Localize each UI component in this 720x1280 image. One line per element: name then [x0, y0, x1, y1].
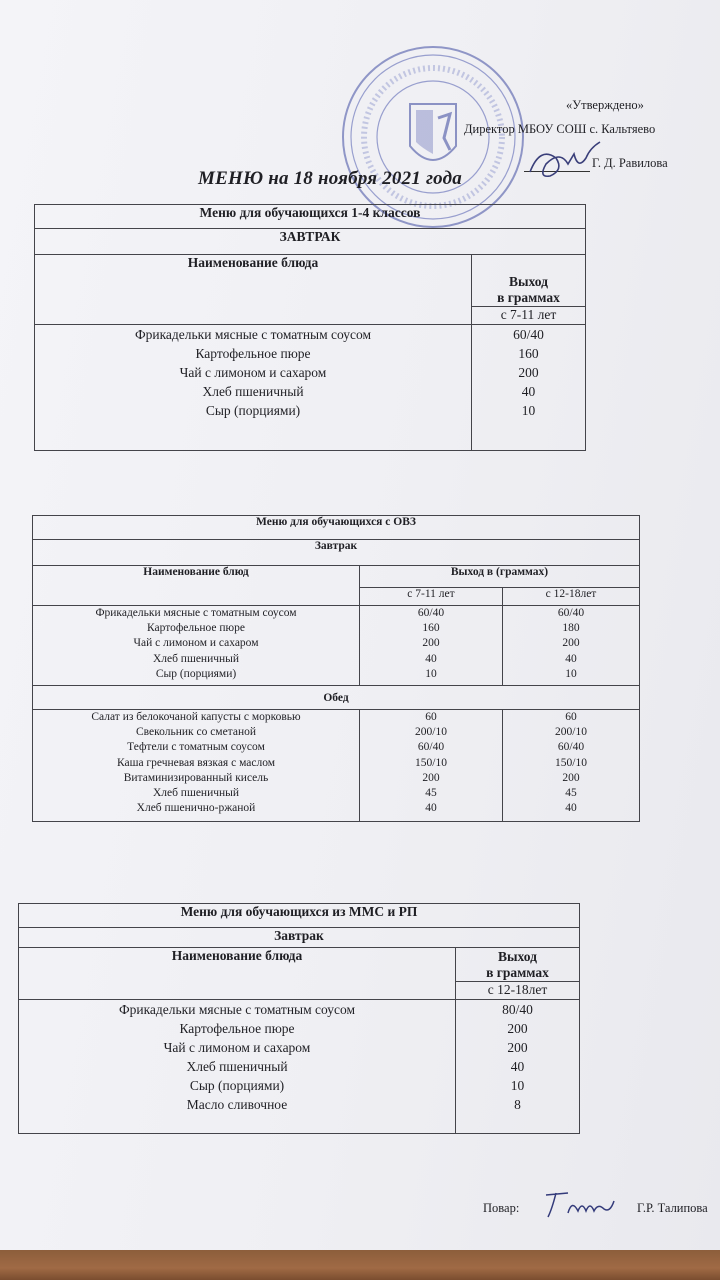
menu-table-grades-1-4	[34, 204, 586, 451]
list-item: 200	[518, 365, 539, 380]
list-item: 200/10	[555, 726, 587, 739]
dish-names	[19, 1000, 456, 1134]
column-header-output	[472, 255, 586, 307]
output-label-2: в граммах	[497, 290, 560, 305]
list-item: 40	[510, 1059, 525, 1074]
list-item: Картофельное пюре	[146, 622, 245, 635]
list-item: 60/40	[417, 741, 445, 754]
list-item: Витаминизированный кисель	[123, 771, 269, 784]
lunch-output-12-18	[503, 710, 640, 822]
list-item: 60/40	[513, 327, 544, 342]
list-item: 60/40	[417, 607, 445, 619]
menu-table-ovz	[32, 515, 640, 822]
list-item: Чай с лимоном и сахаром	[179, 365, 327, 380]
list-item: 150/10	[555, 756, 587, 769]
list-item: 200	[507, 1040, 528, 1055]
list-item: Каша гречневая вязкая с маслом	[116, 756, 276, 769]
list-item: Сыр (порциями)	[205, 403, 301, 418]
list-item: Сыр (порциями)	[189, 1078, 285, 1093]
list-item: 150/10	[415, 756, 447, 769]
list-item: 60	[565, 711, 577, 723]
list-item: 8	[514, 1097, 521, 1112]
column-header-name: Наименование блюда	[35, 255, 472, 325]
age-label: с 12-18лет	[456, 982, 580, 1000]
list-item: 60/40	[557, 607, 585, 619]
approval-line-3: Г. Д. Равилова	[592, 156, 668, 170]
list-item: 45	[425, 787, 437, 800]
meal-label-lunch: Обед	[33, 686, 640, 710]
age-label: с 7-11 лет	[472, 307, 586, 325]
cook-label: Повар:	[483, 1201, 520, 1215]
list-item: Хлеб пшеничный	[202, 384, 304, 399]
list-item: Хлеб пшеничный	[152, 787, 240, 800]
lunch-dish-names	[33, 710, 360, 822]
list-item: 200/10	[415, 726, 447, 739]
list-item: 10	[521, 403, 536, 418]
approval-line-1: «Утверждено»	[566, 98, 644, 112]
list-item: 10	[425, 667, 437, 680]
list-item: 40	[425, 652, 437, 665]
list-item: 40	[521, 384, 536, 399]
output-label-2: в граммах	[486, 965, 549, 980]
list-item: 60/40	[557, 741, 585, 754]
list-item: 160	[422, 622, 440, 635]
meal-label: Завтрак	[33, 540, 640, 566]
list-item: Чай с лимоном и сахаром	[163, 1040, 311, 1055]
menu-table-mms-rp	[18, 903, 580, 1134]
list-item: Картофельное пюре	[195, 346, 311, 361]
list-item: Фрикадельки мясные с томатным соусом	[134, 327, 372, 342]
column-header-output: Выход в (граммах)	[360, 566, 640, 588]
list-item: Сыр (порциями)	[155, 667, 237, 680]
list-item: 80/40	[502, 1002, 533, 1017]
table-header: Меню для обучающихся 1-4 классов	[35, 205, 586, 229]
output-label-1: Выход	[498, 949, 537, 964]
list-item: Салат из белокочаной капусты с морковью	[91, 711, 301, 723]
list-item: Масло сливочное	[186, 1097, 288, 1112]
list-item: Хлеб пшенично-ржаной	[136, 802, 256, 815]
table-surface	[0, 1250, 720, 1280]
lunch-output-7-11	[360, 710, 503, 822]
cook-name: Г.Р. Талипова	[637, 1201, 708, 1215]
meal-label: ЗАВТРАК	[35, 229, 586, 255]
list-item: 10	[565, 667, 577, 680]
list-item: 180	[562, 622, 580, 635]
table-header: Меню для обучающихся с ОВЗ	[33, 516, 640, 540]
dish-names	[35, 325, 472, 451]
list-item: 60	[425, 711, 437, 723]
list-item: 40	[565, 652, 577, 665]
list-item: 200	[507, 1021, 528, 1036]
list-item: 200	[562, 771, 580, 784]
list-item: Свекольник со сметаной	[135, 726, 257, 739]
list-item: Хлеб пшеничный	[152, 652, 240, 665]
list-item: Тефтели с томатным соусом	[127, 741, 265, 754]
list-item: Картофельное пюре	[179, 1021, 295, 1036]
column-header-output	[456, 948, 580, 982]
list-item: 10	[510, 1078, 525, 1093]
age-label-12-18: с 12-18лет	[503, 588, 640, 606]
list-item: Фрикадельки мясные с томатным соусом	[118, 1002, 356, 1017]
meal-label: Завтрак	[19, 928, 580, 948]
list-item: 40	[565, 802, 577, 815]
list-item: 40	[425, 802, 437, 815]
page-title: МЕНЮ на 18 ноября 2021 года	[198, 168, 462, 189]
list-item: 160	[518, 346, 539, 361]
breakfast-dish-names	[33, 606, 360, 686]
table-header: Меню для обучающихся из ММС и РП	[19, 904, 580, 928]
list-item: Хлеб пшеничный	[186, 1059, 288, 1074]
output-label-1: Выход	[509, 274, 548, 289]
list-item: Фрикадельки мясные с томатным соусом	[95, 607, 297, 619]
column-header-name: Наименование блюд	[33, 566, 360, 606]
list-item: 200	[562, 637, 580, 650]
column-header-name: Наименование блюда	[19, 948, 456, 1000]
list-item: 200	[422, 637, 440, 650]
list-item: 45	[565, 787, 577, 800]
approval-line-2: Директор МБОУ СОШ с. Кальтяево	[464, 122, 656, 136]
list-item: Чай с лимоном и сахаром	[133, 637, 259, 650]
breakfast-output-12-18	[503, 606, 640, 686]
list-item: 200	[422, 771, 440, 784]
cook-signature-icon	[538, 1183, 618, 1223]
dish-outputs	[456, 1000, 580, 1134]
age-label-7-11: с 7-11 лет	[360, 588, 503, 606]
breakfast-output-7-11	[360, 606, 503, 686]
dish-outputs	[472, 325, 586, 451]
